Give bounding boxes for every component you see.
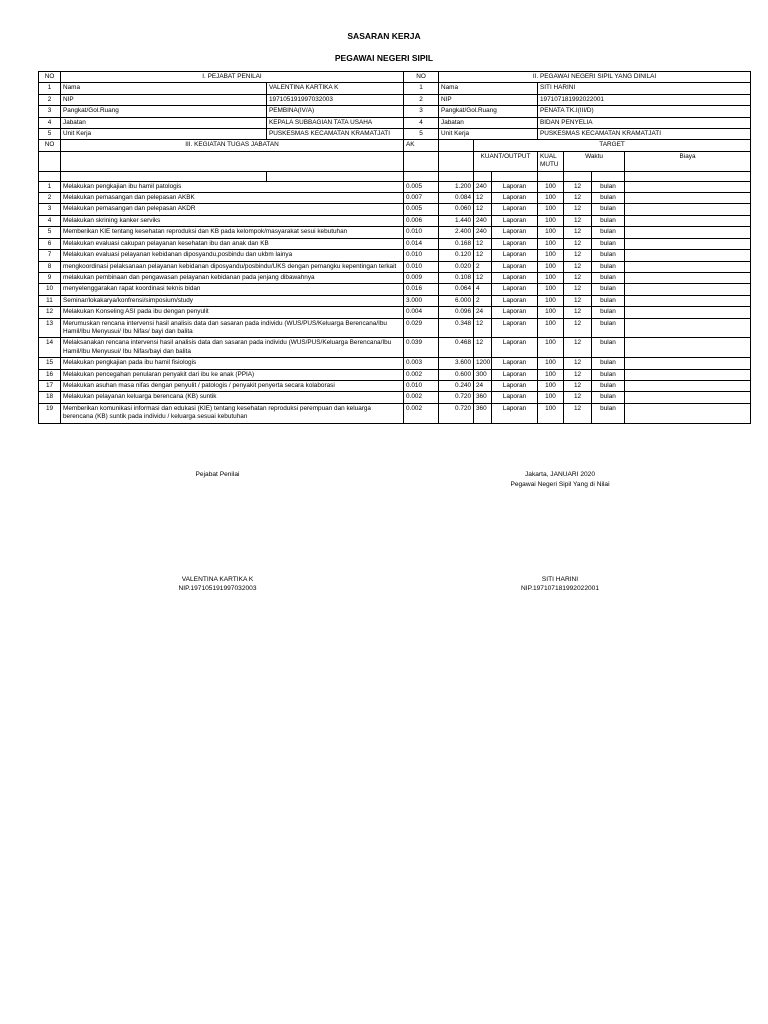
output-unit: Laporan [492, 272, 538, 283]
ak-unit-value: 0.010 [404, 380, 439, 391]
output-quantity: 240 [474, 215, 492, 226]
header-spacer-cell [439, 140, 474, 151]
output-unit: Laporan [492, 295, 538, 306]
kegiatan-subheader-row [39, 151, 751, 171]
kuant-output-header: KUANT/OUTPUT [474, 151, 538, 171]
dinilai-signature-name: SITI HARINI [541, 576, 579, 583]
cost-value [625, 369, 751, 380]
kegiatan-row [39, 227, 751, 238]
kegiatan-row [39, 358, 751, 369]
dinilai-row-no: 3 [404, 106, 439, 117]
output-quantity: 12 [474, 272, 492, 283]
penilai-field-label: Pangkat/Gol.Ruang [61, 106, 267, 117]
identity-row [39, 129, 751, 140]
time-value: 12 [564, 250, 592, 261]
kegiatan-description: Melakukan Konseling ASI pada ibu dengan penyulit [61, 307, 404, 318]
kual-mutu-header: KUAL MUTU [538, 151, 564, 171]
ak-unit-value: 0.016 [404, 284, 439, 295]
time-unit: bulan [592, 193, 625, 204]
output-quantity: 12 [474, 318, 492, 338]
time-value: 12 [564, 227, 592, 238]
quality-value: 100 [538, 284, 564, 295]
dinilai-label: Pegawai Negeri Sipil Yang di Nilai [510, 481, 610, 488]
dinilai-row-no: 2 [404, 94, 439, 105]
output-unit: Laporan [492, 369, 538, 380]
kegiatan-no: 1 [39, 181, 61, 192]
output-unit: Laporan [492, 215, 538, 226]
ak-total-value: 1.440 [439, 215, 474, 226]
quality-value: 100 [538, 215, 564, 226]
kegiatan-description: Seminar/lokakarya/konfrensi/simposium/study [61, 295, 404, 306]
kegiatan-description: Melakukan evaluasi pelayanan kebidanan diposyandu,posbindu dan ukbm lainya [61, 250, 404, 261]
time-value: 12 [564, 318, 592, 338]
kegiatan-no: 9 [39, 272, 61, 283]
time-value: 12 [564, 272, 592, 283]
dinilai-field-label: Unit Kerja [439, 129, 538, 140]
kegiatan-description: Melakukan pelayanan keluarga berencana (KB) suntik [61, 392, 404, 403]
time-value: 12 [564, 284, 592, 295]
quality-value: 100 [538, 204, 564, 215]
kegiatan-no: 14 [39, 338, 61, 358]
kegiatan-row [39, 181, 751, 192]
quality-value: 100 [538, 392, 564, 403]
ak-total-value: 0.096 [439, 307, 474, 318]
time-value: 12 [564, 380, 592, 391]
ak-total-value: 0.168 [439, 238, 474, 249]
penilai-row-no: 5 [39, 129, 61, 140]
kegiatan-no-header: NO [39, 140, 61, 151]
date-line: Jakarta, JANUARI 2020 [525, 471, 595, 478]
kegiatan-no: 17 [39, 380, 61, 391]
output-quantity: 2 [474, 261, 492, 272]
penilai-field-value: PEMBINA(IV/A) [267, 106, 404, 117]
kegiatan-row [39, 380, 751, 391]
ak-total-value: 0.120 [439, 250, 474, 261]
kegiatan-description: Melakukan asuhan masa nifas dengan penyulit / patologis / penyakit penyerta secara kolaborasi [61, 380, 404, 391]
header-spacer-cell [61, 151, 404, 171]
output-unit: Laporan [492, 284, 538, 295]
spacer-cell [492, 171, 538, 181]
ak-unit-value: 0.039 [404, 338, 439, 358]
ak-unit-value: 0.009 [404, 272, 439, 283]
kegiatan-description: Melaksanakan rencana intervensi hasil analisis data dan sasaran pada individu (WUS/PUS/Keluarga Berencana/Ibu Hamil/Ibu Menyusui/ Ibu Nifas/bayi dan balita [61, 338, 404, 358]
kegiatan-description: Melakukan evaluasi cakupan pelayanan kesehatan ibu dan anak dan KB [61, 238, 404, 249]
penilai-field-value: VALENTINA KARTIKA K [267, 83, 404, 94]
skp-table [38, 71, 751, 424]
ak-total-value: 3.600 [439, 358, 474, 369]
identity-header-row [39, 72, 751, 83]
output-unit: Laporan [492, 358, 538, 369]
ak-total-value: 0.600 [439, 369, 474, 380]
ak-unit-value: 0.007 [404, 193, 439, 204]
identity-row [39, 106, 751, 117]
quality-value: 100 [538, 227, 564, 238]
ak-unit-value: 0.005 [404, 181, 439, 192]
quality-value: 100 [538, 307, 564, 318]
kegiatan-no: 19 [39, 403, 61, 423]
penilai-row-no: 4 [39, 117, 61, 128]
ak-total-value: 0.240 [439, 380, 474, 391]
cost-value [625, 193, 751, 204]
kegiatan-row [39, 392, 751, 403]
time-unit: bulan [592, 307, 625, 318]
spacer-cell [404, 171, 439, 181]
time-unit: bulan [592, 215, 625, 226]
ak-unit-value: 0.006 [404, 215, 439, 226]
kegiatan-no: 8 [39, 261, 61, 272]
time-unit: bulan [592, 380, 625, 391]
cost-value [625, 284, 751, 295]
time-unit: bulan [592, 338, 625, 358]
penilai-signature-name: VALENTINA KARTIKA K [181, 576, 254, 583]
cost-value [625, 295, 751, 306]
penilai-field-label: Jabatan [61, 117, 267, 128]
quality-value: 100 [538, 250, 564, 261]
cost-value [625, 181, 751, 192]
ak-total-value: 0.108 [439, 272, 474, 283]
kegiatan-row [39, 193, 751, 204]
kegiatan-no: 6 [39, 238, 61, 249]
ak-unit-value: 0.002 [404, 392, 439, 403]
output-quantity: 2 [474, 295, 492, 306]
output-unit: Laporan [492, 307, 538, 318]
output-unit: Laporan [492, 227, 538, 238]
kegiatan-description: menyelenggarakan rapat koordinasi teknis bidan [61, 284, 404, 295]
cost-value [625, 338, 751, 358]
output-quantity: 12 [474, 238, 492, 249]
dinilai-field-value: PUSKESMAS KECAMATAN KRAMATJATI [538, 129, 751, 140]
ak-total-value: 1.200 [439, 181, 474, 192]
output-quantity: 360 [474, 392, 492, 403]
penilai-field-value: KEPALA SUBBAGIAN TATA USAHA [267, 117, 404, 128]
cost-value [625, 261, 751, 272]
dinilai-field-label: Nama [439, 83, 538, 94]
ak-total-value: 0.348 [439, 318, 474, 338]
time-unit: bulan [592, 284, 625, 295]
cost-value [625, 380, 751, 391]
no-header: NO [39, 72, 61, 83]
quality-value: 100 [538, 193, 564, 204]
output-quantity: 12 [474, 204, 492, 215]
waktu-header: Waktu [564, 151, 625, 171]
quality-value: 100 [538, 369, 564, 380]
header-spacer-cell [39, 151, 61, 171]
dinilai-row-no: 4 [404, 117, 439, 128]
time-value: 12 [564, 215, 592, 226]
dinilai-field-value: BIDAN PENYELIA [538, 117, 751, 128]
quality-value: 100 [538, 272, 564, 283]
kegiatan-description: Merumuskan rencana intervensi hasil analisis data dan sasaran pada individu (WUS/PUS/Keluarga Berencana/Ibu Hamil/Ibu Menyusui/ Ibu Nifas/ bayi dan balita [61, 318, 404, 338]
output-quantity: 360 [474, 403, 492, 423]
target-header: TARGET [474, 140, 751, 151]
output-quantity: 240 [474, 227, 492, 238]
header-spacer-cell [439, 151, 474, 171]
kegiatan-no: 13 [39, 318, 61, 338]
output-unit: Laporan [492, 238, 538, 249]
penilai-field-value: 197105191997032003 [267, 94, 404, 105]
time-value: 12 [564, 204, 592, 215]
dinilai-field-value: PENATA TK.I(III/D) [538, 106, 751, 117]
penilai-row-no: 2 [39, 94, 61, 105]
kegiatan-no: 7 [39, 250, 61, 261]
document-subtitle: PEGAWAI NEGERI SIPIL [334, 53, 434, 63]
output-quantity: 24 [474, 380, 492, 391]
ak-unit-value: 0.005 [404, 204, 439, 215]
output-unit: Laporan [492, 250, 538, 261]
cost-value [625, 238, 751, 249]
ak-unit-value: 0.004 [404, 307, 439, 318]
kegiatan-row [39, 238, 751, 249]
kegiatan-no: 18 [39, 392, 61, 403]
quality-value: 100 [538, 261, 564, 272]
document-title: SASARAN KERJA [347, 31, 421, 41]
output-quantity: 1200 [474, 358, 492, 369]
time-value: 12 [564, 238, 592, 249]
cost-value [625, 403, 751, 423]
penilai-label: Pejabat Penilai [195, 471, 240, 478]
ak-unit-value: 0.002 [404, 403, 439, 423]
output-unit: Laporan [492, 261, 538, 272]
kegiatan-row [39, 369, 751, 380]
spacer-cell [592, 171, 625, 181]
kegiatan-no: 2 [39, 193, 61, 204]
dinilai-field-value: 197107181992022001 [538, 94, 751, 105]
quality-value: 100 [538, 338, 564, 358]
ak-unit-value: 0.014 [404, 238, 439, 249]
kegiatan-row [39, 284, 751, 295]
output-unit: Laporan [492, 318, 538, 338]
ak-total-value: 2.400 [439, 227, 474, 238]
biaya-header: Biaya [625, 151, 751, 171]
ak-unit-value: 0.010 [404, 250, 439, 261]
kegiatan-no: 16 [39, 369, 61, 380]
ak-total-value: 6.000 [439, 295, 474, 306]
cost-value [625, 392, 751, 403]
ak-unit-value: 3.000 [404, 295, 439, 306]
kegiatan-header-row [39, 140, 751, 151]
header-spacer-cell [404, 151, 439, 171]
cost-value [625, 307, 751, 318]
output-quantity: 240 [474, 181, 492, 192]
time-value: 12 [564, 358, 592, 369]
time-value: 12 [564, 403, 592, 423]
time-value: 12 [564, 307, 592, 318]
kegiatan-row [39, 318, 751, 338]
penilai-field-label: Nama [61, 83, 267, 94]
quality-value: 100 [538, 295, 564, 306]
ak-unit-value: 0.002 [404, 369, 439, 380]
kegiatan-description: melakukan pembinaan dan pengawasan pelayanan kebidanan pada jenjang dibawahnya [61, 272, 404, 283]
kegiatan-description: Melakukan skrining kanker serviks [61, 215, 404, 226]
quality-value: 100 [538, 181, 564, 192]
kegiatan-description: Memberikan komunikasi informasi dan edukasi (KIE) tentang kesehatan reproduksi perempuan dan keluarga berencana (KB) suntik pada individu / keluarga sesuai kebutuhan [61, 403, 404, 423]
kegiatan-row [39, 295, 751, 306]
ak-total-value: 0.720 [439, 403, 474, 423]
time-value: 12 [564, 392, 592, 403]
output-quantity: 300 [474, 369, 492, 380]
dinilai-field-value: SITI HARINI [538, 83, 751, 94]
penilai-row-no: 1 [39, 83, 61, 94]
time-value: 12 [564, 295, 592, 306]
kegiatan-row [39, 403, 751, 423]
spacer-cell [564, 171, 592, 181]
time-unit: bulan [592, 181, 625, 192]
ak-unit-value: 0.010 [404, 261, 439, 272]
kegiatan-title-header: III. KEGIATAN TUGAS JABATAN [61, 140, 404, 151]
kegiatan-no: 12 [39, 307, 61, 318]
kegiatan-row [39, 261, 751, 272]
kegiatan-description: Memberikan KIE tentang kesehatan reproduksi dan KB pada kelompok/masyarakat sesui kebutuhan [61, 227, 404, 238]
cost-value [625, 215, 751, 226]
kegiatan-no: 15 [39, 358, 61, 369]
kegiatan-description: Melakukan pengkajian ibu hamil patologis [61, 181, 404, 192]
time-value: 12 [564, 338, 592, 358]
dinilai-signature-nip: NIP.197107181992022001 [521, 585, 599, 592]
time-unit: bulan [592, 369, 625, 380]
dinilai-field-label: NIP [439, 94, 538, 105]
output-quantity: 12 [474, 193, 492, 204]
quality-value: 100 [538, 403, 564, 423]
cost-value [625, 250, 751, 261]
cost-value [625, 318, 751, 338]
kegiatan-row [39, 272, 751, 283]
kegiatan-row [39, 250, 751, 261]
ak-unit-value: 0.029 [404, 318, 439, 338]
ak-total-value: 0.468 [439, 338, 474, 358]
spacer-cell [439, 171, 474, 181]
output-unit: Laporan [492, 193, 538, 204]
time-value: 12 [564, 261, 592, 272]
time-unit: bulan [592, 295, 625, 306]
cost-value [625, 358, 751, 369]
time-unit: bulan [592, 238, 625, 249]
dinilai-field-label: Pangkat/Gol.Ruang [439, 106, 538, 117]
ak-total-value: 0.020 [439, 261, 474, 272]
time-value: 12 [564, 369, 592, 380]
penilai-field-label: NIP [61, 94, 267, 105]
time-unit: bulan [592, 227, 625, 238]
kegiatan-no: 4 [39, 215, 61, 226]
output-unit: Laporan [492, 338, 538, 358]
dinilai-row-no: 5 [404, 129, 439, 140]
identity-row [39, 117, 751, 128]
kegiatan-no: 10 [39, 284, 61, 295]
kegiatan-description: mengkoordinasi pelaksanaan pelayanan kebidanan diposyandu/posbindu/UKS dengan pemangku kepentingan terkait [61, 261, 404, 272]
spacer-cell [474, 171, 492, 181]
cost-value [625, 227, 751, 238]
output-unit: Laporan [492, 181, 538, 192]
output-quantity: 24 [474, 307, 492, 318]
output-unit: Laporan [492, 392, 538, 403]
quality-value: 100 [538, 358, 564, 369]
quality-value: 100 [538, 380, 564, 391]
spacer-cell [625, 171, 751, 181]
time-unit: bulan [592, 250, 625, 261]
penilai-field-value: PUSKESMAS KECAMATAN KRAMATJATI [267, 129, 404, 140]
penilai-row-no: 3 [39, 106, 61, 117]
output-quantity: 12 [474, 338, 492, 358]
spacer-cell [61, 171, 267, 181]
kegiatan-row [39, 307, 751, 318]
time-unit: bulan [592, 392, 625, 403]
ak-unit-value: 0.003 [404, 358, 439, 369]
kegiatan-no: 11 [39, 295, 61, 306]
kegiatan-description: Melakukan pengkajian pada ibu hamil fisiologis [61, 358, 404, 369]
spacer-cell [39, 171, 61, 181]
dinilai-header: II. PEGAWAI NEGERI SIPIL YANG DINILAI [439, 72, 751, 83]
kegiatan-row [39, 338, 751, 358]
ak-total-value: 0.720 [439, 392, 474, 403]
output-quantity: 12 [474, 250, 492, 261]
output-quantity: 4 [474, 284, 492, 295]
kegiatan-no: 5 [39, 227, 61, 238]
time-unit: bulan [592, 318, 625, 338]
penilai-header: I. PEJABAT PENILAI [61, 72, 404, 83]
kegiatan-description: Melakukan pemasangan dan pelepasan AKBK [61, 193, 404, 204]
time-unit: bulan [592, 272, 625, 283]
spacer-cell [267, 171, 404, 181]
kegiatan-description: Melakukan pemasangan dan pelepasan AKDR [61, 204, 404, 215]
dinilai-field-label: Jabatan [439, 117, 538, 128]
output-unit: Laporan [492, 204, 538, 215]
spacer-cell [538, 171, 564, 181]
time-value: 12 [564, 181, 592, 192]
ak-unit-value: 0.010 [404, 227, 439, 238]
penilai-signature-nip: NIP.197105191997032003 [178, 585, 257, 592]
quality-value: 100 [538, 238, 564, 249]
identity-row [39, 83, 751, 94]
output-unit: Laporan [492, 380, 538, 391]
output-unit: Laporan [492, 403, 538, 423]
time-unit: bulan [592, 403, 625, 423]
time-unit: bulan [592, 358, 625, 369]
cost-value [625, 204, 751, 215]
spacer-row [39, 171, 751, 181]
kegiatan-row [39, 215, 751, 226]
time-value: 12 [564, 193, 592, 204]
dinilai-row-no: 1 [404, 83, 439, 94]
no-header: NO [404, 72, 439, 83]
ak-total-value: 0.060 [439, 204, 474, 215]
cost-value [625, 272, 751, 283]
quality-value: 100 [538, 318, 564, 338]
penilai-field-label: Unit Kerja [61, 129, 267, 140]
ak-total-value: 0.084 [439, 193, 474, 204]
kegiatan-row [39, 204, 751, 215]
time-unit: bulan [592, 261, 625, 272]
time-unit: bulan [592, 204, 625, 215]
kegiatan-no: 3 [39, 204, 61, 215]
ak-total-value: 0.064 [439, 284, 474, 295]
identity-row [39, 94, 751, 105]
ak-header: AK [404, 140, 439, 151]
kegiatan-description: Melakukan pencegahan penularan penyakit dari ibu ke anak (PPIA) [61, 369, 404, 380]
